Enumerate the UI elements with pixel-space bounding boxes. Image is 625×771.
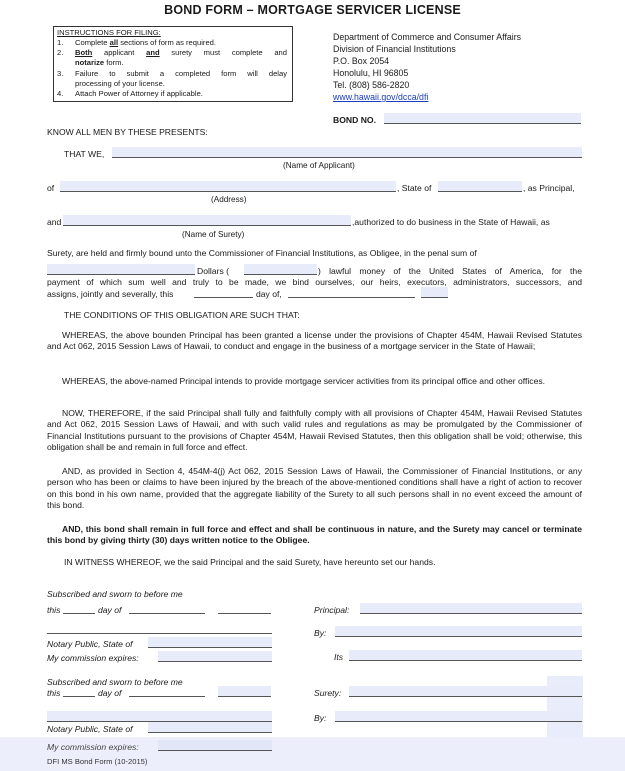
notary-month-field-2[interactable] [129,686,205,697]
and-as-provided-paragraph: AND, as provided in Section 4, 454M-4(j) Act 062, 2015 Session Laws of Hawaii, the Commissioner of Financial Institutions, or any person who has been or claims to have been injured by the breach of the above-mentioned conditions shall have a right of action to recover on this bond in his own name, provided that the aggregate liability of the Surety to all such persons shall in no event exceed the amount of this bond. [47,466,582,511]
notary-year-field-2[interactable] [218,686,271,697]
notary-month-field-1[interactable] [129,603,205,614]
state-field[interactable] [438,181,522,192]
by-label-2: By: [314,713,327,723]
year-field[interactable] [421,287,448,298]
instruction-text-2b: notarize form. [75,58,124,67]
address-field[interactable] [60,181,396,192]
surety-by-field[interactable] [335,711,582,722]
subscribed-label-1: Subscribed and sworn to before me [47,589,183,599]
by-label-1: By: [314,628,327,638]
name-of-surety-caption: (Name of Surety) [182,230,245,239]
day-of-label-1: day of [98,605,122,615]
penal-sum-amount-field[interactable] [244,264,317,275]
state-of-label: , State of [397,183,432,193]
principal-by-field[interactable] [335,626,582,637]
agency-line-5: Tel. (808) 586-2820 [333,80,410,90]
of-label: of [47,183,55,193]
notary-label-1: Notary Public, State of [47,639,133,649]
payment-text: payment of which sum well and truly to be made, we bind ourselves, our heirs, executors, administrators, successors, and [47,277,582,287]
penal-sum-words-field[interactable] [47,264,195,275]
notary-state-field-1[interactable] [148,637,272,648]
instruction-text-3b: processing of your license. [75,79,165,88]
its-label-1: Its [334,652,344,662]
and-label: and [47,217,62,227]
agency-line-3: P.O. Box 2054 [333,56,390,66]
commission-expires-field-2[interactable] [158,740,272,751]
day-of-label: day of, [256,289,282,299]
day-of-label-2: day of [98,688,122,698]
name-of-applicant-caption: (Name of Applicant) [283,161,355,170]
now-therefore-paragraph: NOW, THEREFORE, if the said Principal shall fully and faithfully comply with all provisions of Chapter 454M, Hawaii Revised Statutes and Act 062, 2015 Session Laws of Hawaii, and with such valid rules and regulations as may be promulgated by the Commissioner of Financial Institutions pursuant to the provisions of Chapter 454M, Hawaii Revised Statutes, then this obligation shall be void; otherwise, this obligation shall be and remain in full force and effect. [47,408,582,453]
surety-label: Surety: [314,688,342,698]
notary-label-2: Notary Public, State of [47,724,133,734]
bond-no-label: BOND NO. [333,115,376,125]
as-principal-label: , as Principal, [523,183,575,193]
agency-line-2: Division of Financial Institutions [333,44,456,54]
lawful-money-text: ) lawful money of the United States of America, for the [318,266,582,276]
principal-label: Principal: [314,605,350,615]
address-caption: (Address) [211,195,247,204]
notary-day-field-2[interactable] [63,686,95,697]
bond-no-field[interactable] [384,113,581,124]
notary-year-field-1[interactable] [218,603,271,614]
conditions-heading: THE CONDITIONS OF THIS OBLIGATION ARE SUCH THAT: [64,310,300,320]
witness-text: IN WITNESS WHEREOF, we the said Principal and the said Surety, have hereunto set our hands. [64,557,436,567]
instruction-text-1: Complete all sections of form as required. [75,38,216,47]
instruction-num-3: 3. [57,69,64,78]
instruction-num-2: 2. [57,48,64,57]
notary-signature-line-2[interactable] [47,711,272,722]
instruction-num-1: 1. [57,38,64,47]
this-label-2: this [47,688,61,698]
commission-expires-field-1[interactable] [158,651,272,662]
surety-held-text: Surety, are held and firmly bound unto the Commissioner of Financial Institutions, as Obligee, in the penal sum of [47,248,477,258]
this-label-1: this [47,605,61,615]
notary-state-field-2[interactable] [148,722,272,733]
and-this-bond-paragraph: AND, this bond shall remain in full force and effect and shall be continuous in nature, and the Surety may cancel or terminate this bond by giving thirty (30) days written notice to the Obligee. [47,524,582,546]
agency-line-1: Department of Commerce and Consumer Affairs [333,32,522,42]
instructions-heading: INSTRUCTIONS FOR FILING: [57,28,161,37]
whereas-paragraph-2: WHEREAS, the above-named Principal intends to provide mortgage servicer activities from its principal office and other offices. [62,376,546,386]
surety-name-field[interactable] [63,215,351,226]
instruction-text-2: Both applicant and surety must complete and [75,48,287,57]
agency-url-link[interactable]: www.hawaii.gov/dcca/dfi [333,92,429,102]
authorized-text: ,authorized to do business in the State of Hawaii, as [352,217,550,227]
instruction-num-4: 4. [57,89,64,98]
subscribed-label-2: Subscribed and sworn to before me [47,677,183,687]
commission-label-2: My commission expires: [47,742,139,752]
assigns-label: assigns, jointly and severally, this [47,289,174,299]
applicant-name-field[interactable] [112,147,582,158]
form-id-footer: DFI MS Bond Form (10-2015) [47,757,148,766]
commission-label-1: My commission expires: [47,653,139,663]
principal-title-field[interactable] [349,650,582,661]
month-field[interactable] [288,287,415,298]
principal-field[interactable] [360,603,582,614]
notary-signature-line-1[interactable] [47,623,272,634]
that-we-label: THAT WE, [64,149,105,159]
preamble-text: KNOW ALL MEN BY THESE PRESENTS: [47,127,208,137]
surety-field[interactable] [349,686,582,697]
instruction-text-4: Attach Power of Attorney if applicable. [75,89,203,98]
agency-line-4: Honolulu, HI 96805 [333,68,409,78]
page-title: BOND FORM – MORTGAGE SERVICER LICENSE [164,3,461,17]
dollars-label: Dollars ( [197,266,229,276]
instruction-text-3: Failure to submit a completed form will delay [75,69,287,78]
day-field[interactable] [194,287,253,298]
notary-day-field-1[interactable] [63,603,95,614]
whereas-paragraph-1: WHEREAS, the above bounden Principal has been granted a license under the provisions of Chapter 454M, Hawaii Revised Statutes and Act 062, 2015 Session Laws of Hawaii, to conduct and engage in the business of a mortgage servicer in the State of Hawaii; [47,330,582,352]
